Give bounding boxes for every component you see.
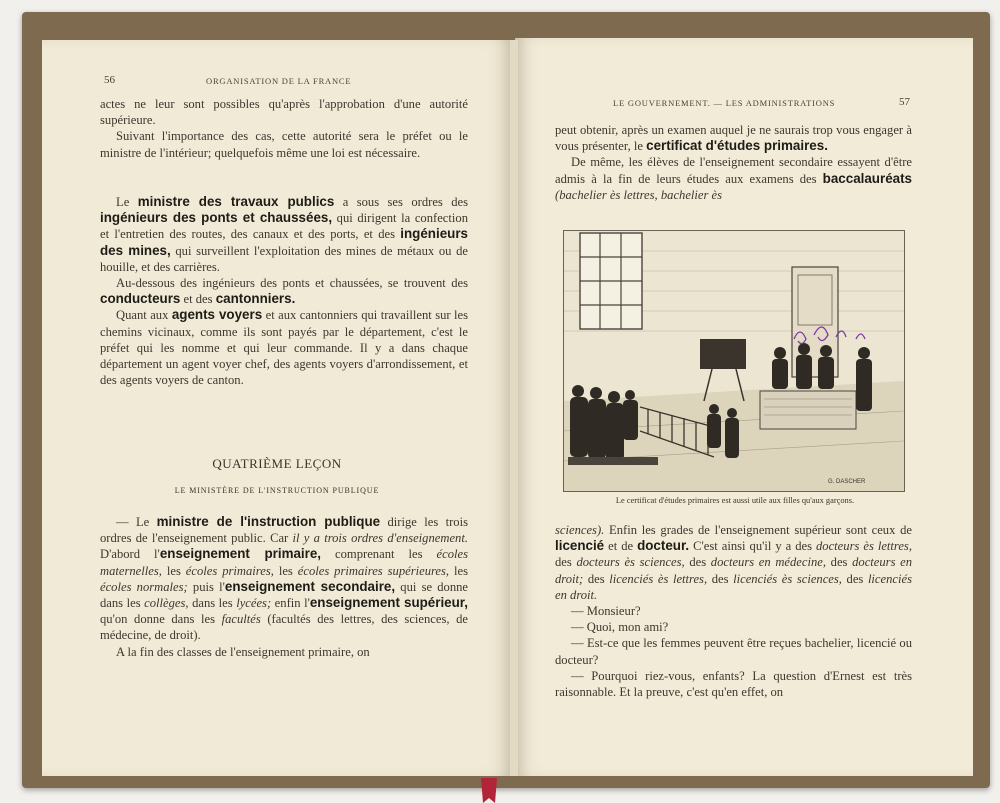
exam-room-engraving: [564, 231, 904, 491]
paragraph-travaux-publics: Le ministre des travaux publics a sous ses ordres des ingénieurs des ponts et chaussées, qui dirigent la confection et l'entretien des routes, des canaux et des ports, et des ingénieurs des mines, qui surveillent l'exploitation des mines de métaux ou de houille, et des carrières.: [100, 194, 469, 274]
lesson-subtitle: LE MINISTÈRE DE L'INSTRUCTION PUBLIQUE: [174, 486, 380, 495]
book-spine: [510, 40, 518, 776]
left-text-bottom: [100, 514, 468, 660]
left-page: [42, 40, 512, 776]
paragraph: Suivant l'importance des cas, cette autorité sera le préfet ou le ministre de l'intérieur; quelquefois même une loi est nécessaire.: [100, 129, 468, 160]
left-page-number: 56: [104, 74, 115, 86]
dialogue-line: — Pourquoi riez-vous, enfants? La question d'Ernest est très raisonnable. Et la preuve, c'est qu'en effet, on: [555, 668, 912, 700]
right-page-number: 57: [899, 96, 910, 108]
left-text-top: [100, 96, 468, 161]
dialogue-line: — Est-ce que les femmes peuvent être reçues bachelier, licencié ou docteur?: [555, 636, 912, 667]
illustration-signature: G. DASCHER: [828, 479, 866, 485]
lesson-title: QUATRIÈME LEÇON: [212, 456, 342, 471]
paragraph-grades: sciences). Enfin les grades de l'enseignement supérieur sont ceux de licencié et de docteur. C'est ainsi qu'il y a des docteurs ès lettres, des docteurs ès sciences, des docteurs en médecine, des docteurs en droit; des licenciés ès lettres, des licenciés ès sciences, des licenciés en droit.: [555, 523, 913, 602]
paragraph-fin-des-classes: A la fin des classes de l'enseignement primaire, on: [116, 644, 370, 659]
right-text-bottom: [555, 522, 912, 700]
paragraph-instruction-publique: — Le ministre de l'instruction publique dirige les trois ordres de l'enseignement public. Car il y a trois ordres d'enseignement. D'abord l'enseignement primaire, comprenant les écoles maternelles, les écoles primaires, les écoles primaires supérieures, les écoles normales; puis l'enseignement secondaire, qui se donne dans les collèges, dans les lycées; enfin l'enseignement supérieur, qu'on donne dans les facultés (facultés des lettres, des sciences, de médecine, de droit).: [100, 514, 469, 643]
exam-illustration: [563, 230, 905, 492]
left-running-head: ORGANISATION DE LA FRANCE: [206, 76, 352, 86]
bookmark-ribbon: [475, 778, 503, 803]
illustration-caption: Le certificat d'études primaires est aussi utile aux filles qu'aux garçons.: [615, 496, 855, 505]
paragraph-agents-voyers: Quant aux agents voyers et aux cantonniers qui travaillent sur les chemins vicinaux, comme ils sont payés par le département, c'est le préfet qui les nomme et qui leur commande. Il y a dans chaque département un agent voyer chef, des agents voyers d'arrondissement, et des agents voyers de canton.: [100, 307, 469, 388]
paragraph-certificat: peut obtenir, après un examen auquel je ne saurais trop vous engager à vous présenter, le certificat d'études primaires.: [555, 123, 912, 154]
paragraph-conducteurs: Au-dessous des ingénieurs des ponts et chaussées, se trouvent des conducteurs et des cantonniers.: [100, 276, 468, 307]
dialogue-line: — Quoi, mon ami?: [571, 620, 669, 635]
right-text-top: [555, 122, 912, 203]
dialogue-line: — Monsieur?: [571, 604, 641, 619]
paragraph: actes ne leur sont possibles qu'après l'approbation d'une autorité supérieure.: [100, 97, 468, 128]
right-page: [515, 38, 973, 776]
left-text-middle: [100, 194, 468, 388]
paragraph-baccalaureats: De même, les élèves de l'enseignement secondaire essayent d'être admis à la fin de leurs études aux examens des baccalauréats (bachelier ès lettres, bachelier ès: [555, 155, 912, 202]
right-running-head: LE GOUVERNEMENT. — LES ADMINISTRATIONS: [613, 98, 836, 108]
